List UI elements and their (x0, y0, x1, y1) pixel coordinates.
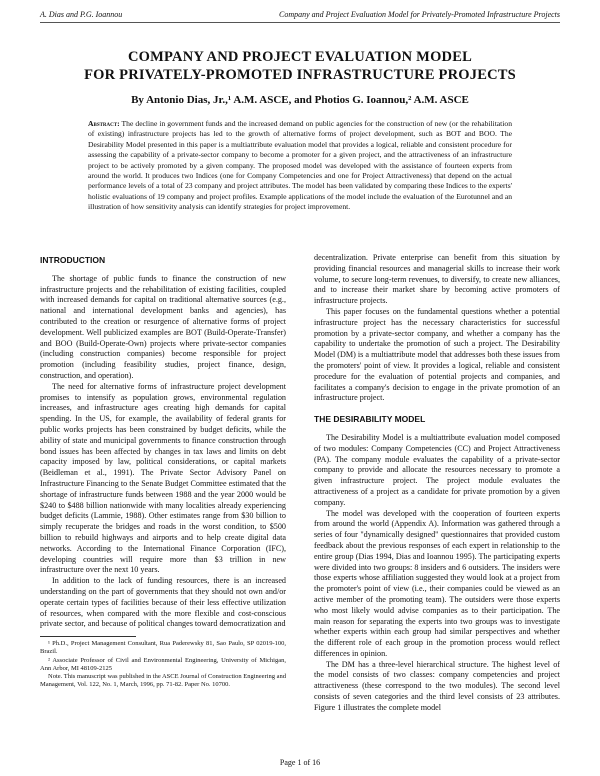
footnote-rule (40, 636, 136, 637)
paragraph: The model was developed with the cooperation of fourteen experts from around the world (Appendix A). Information was gathered through a series of four "dynamically designed" questionnaires that provided custom feedback about the previous responses of each expert in relationship to the entire group (Dias 1994, Dias and Ioannou 1995). The participating experts were divided into two groups: 8 insiders and 6 outsiders. The insiders were those experts whose affiliation suggested they would look at a project from the promoter's point of view (i.e., their companies could be viewed as an active member of the promoting team). The outsiders were those experts who most likely would advise companies as to their participation. The main reason for separating the experts into two groups was to investigate whether experts within each group had similar perspectives and whether the different role of each group in the promotion process would reflect differences in opinion. (314, 508, 560, 658)
title-line-1: COMPANY AND PROJECT EVALUATION MODEL (128, 49, 472, 65)
abstract (88, 119, 512, 213)
section-heading-introduction: INTRODUCTION (40, 255, 106, 265)
paragraph: The DM has a three-level hierarchical structure. The highest level of the model consists of two classes: company competencies and project attractiveness (these correspond to the two modules). The second level consists of seven categories and the third level consists of 23 attributes. Figure 1 illustrates the complete model (314, 659, 560, 712)
footnote: ² Associate Professor of Civil and Environmental Engineering, University of Michigan, Ann Arbor, MI 48109-2125 (40, 656, 286, 672)
abstract-label: Abstract: (88, 119, 120, 128)
paper-title (40, 48, 560, 84)
title-line-2: FOR PRIVATELY-PROMOTED INFRASTRUCTURE PROJECTS (84, 67, 516, 83)
section-heading-desirability-model: THE DESIRABILITY MODEL (314, 414, 426, 425)
paragraph: decentralization. Private enterprise can benefit from this situation by providing financial resources and managerial skills to increase their work volume, to secure long-term revenues, to diversify, to create new alliances, and to increase their market share by becoming active promoters of infrastructure projects. (314, 253, 560, 306)
paragraph: The Desirability Model is a multiattribute evaluation model composed of two modules: Company Competencies (CC) and Project Attractiveness (PA). The company module evaluates the capability of a private-sector company to provide and allocate the resources necessary to promote a given infrastructure project. The project module evaluates the attractiveness of a project as a candidate for private promotion by a given company. (314, 432, 560, 507)
abstract-text: The decline in government funds and the increased demand on public agencies for the construction of new (or the rehabilitation of existing) infrastructure projects has led to the growth of alternative forms of project development, such as BOT and BOO. The Desirability Model presented in this paper is a multiattribute evaluation model that provides a logical, reliable and consistent procedure for assessing the capability of a private-sector company to become a promoter for a given project, and the attractiveness of an infrastructure project to be actively promoted by a given company. The proposed model was developed with the assistance of fourteen experts from around the world. It produces two Indices (one for Company Competencies and one for Project Attractiveness) that depend on the actual performance levels of a total of 23 company and project attributes. The model has been validated by comparing these Indices to the experts' holistic evaluations of 19 company and project profiles. Example applications of the model include the evaluation of the Eurotunnel and an illustration of how sensitivity analysis can identify strategies for project improvement. (88, 119, 513, 212)
paragraph: The shortage of public funds to finance the construction of new infrastructure projects and the rehabilitation of existing facilities, coupled with increased demands for capital on traditional alternative sources (e.g., national and international development banks and agencies), has contributed to the creation or resurgence of alternative forms of project development. Well publicized examples are BOT (Build-Operate-Transfer) and BOO (Build-Operate-Own) projects where private-sector companies (including construction companies) become responsible for project promotion (including feasibility studies, project finance, design, construction, and operation). (40, 273, 286, 380)
paragraph: This paper focuses on the fundamental questions whether a potential infrastructure project has the necessary characteristics for successful promotion by a private-sector company, and whether a company has the capability to undertake the promotion of such a project. The Desirability Model (DM) is a multiattribute model that addresses both these issues from the promoters' point of view. It provides a logical, reliable and consistent procedure for the evaluation of potential projects and companies, and facilitates a company's decision to engage in the private promotion of an infrastructure project. (314, 306, 560, 403)
page-footer: Page 1 of 16 (279, 758, 321, 767)
running-header-authors: A. Dias and P.G. Ioannou (40, 10, 123, 19)
footnote: ¹ Ph.D., Project Management Consultant, Rua Paderewsky 81, Sao Paulo, SP 02019-100, Brazil. (40, 640, 286, 656)
right-column (314, 253, 560, 714)
running-header-title: Company and Project Evaluation Model for Privately-Promoted Infrastructure Projects (279, 10, 560, 19)
paragraph: The need for alternative forms of infrastructure project development promises to intensify as population grows, environmental regulation increases, and infrastructure ages creating high demands for capital spending. In the US, for example, the availability of federal grants for public works projects has been constrained by budget deficits, while the ability of state and municipal governments to finance construction through bond issues has been affected by changes in tax laws and limits on debt capacity imposed by law, political considerations, or capital markets (Beidleman et al., 1991). The Private Sector Advisory Panel on Infrastructure Financing to the Senate Budget Committee estimated that the shortage of infrastructure funds between 1988 and the year 2000 would be $240 to $488 billion nationwide with many localities already experiencing budget deficits (Lammie, 1988). Other estimates range from $30 billion to simply recuperate the bridges and roads in the worst condition, to $500 billion to rebuild highways and airports and to help create digital data networks. According to the International Finance Corporation (IFC), developing countries will require more than $3 trillion in new infrastructure over the next 10 years. (40, 381, 286, 575)
author-line: By Antonio Dias, Jr.,¹ A.M. ASCE, and Photios G. Ioannou,² A.M. ASCE (131, 94, 469, 106)
header-rule (40, 22, 560, 23)
footnote: Note. This manuscript was published in the ASCE Journal of Construction Engineering and Management, Vol. 122, No. 1, March, 1996, pp. 71-82. Paper No. 10700. (40, 672, 287, 689)
paragraph: In addition to the lack of funding resources, there is an increased understanding on the part of governments that they should not own and/or operate certain types of facilities because of their less effective utilization of resources, when compared with the more flexible and cost-conscious private sector, and because of political changes toward democratization and (40, 576, 286, 629)
left-column (40, 253, 286, 689)
